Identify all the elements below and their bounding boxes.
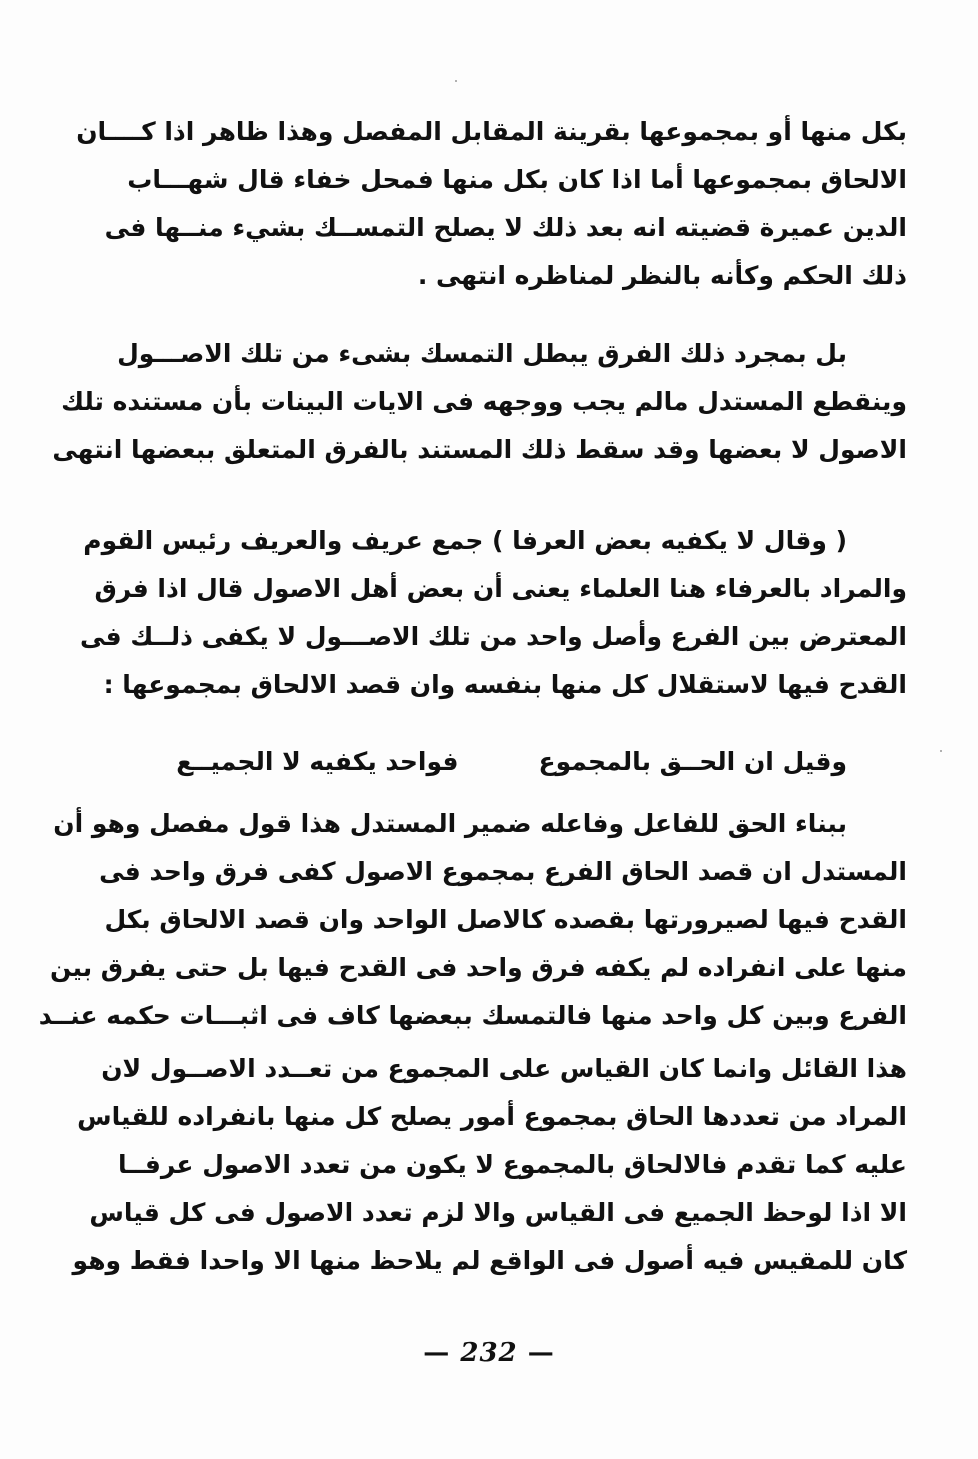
paragraph-3 <box>79 517 907 709</box>
scan-speck <box>940 750 942 752</box>
poem-verse <box>165 738 907 786</box>
text-line: المراد من تعددها الحاق بمجموع أمور يصلح كل منها بانفراده للقياس <box>77 1102 907 1131</box>
verse-second-hemistich: فواحد يكفيه لا الجميــع <box>176 747 459 776</box>
text-line: المستدل ان قصد الحاق الفرع بمجموع الاصول كفى فرق واحد فى <box>99 857 907 886</box>
page-number-dash-left: — <box>423 1338 461 1368</box>
text-line: الاصول لا بعضها وقد سقط ذلك المستند بالفرق المتعلق ببعضها انتهى <box>52 435 907 464</box>
text-line: الالحاق بمجموعها أما اذا كان بكل منها فمحل خفاء قال شهـــاب <box>127 165 907 194</box>
text-line: الا اذا لوحظ الجميع فى القياس والا لزم تعدد الاصول فى كل قياس <box>89 1198 907 1227</box>
text-line: القدح فيها لصيرورتها بقصده كالاصل الواحد وان قصد الالحاق بكل <box>104 905 907 934</box>
paragraph-5 <box>72 1045 907 1285</box>
text-line: منها على انفراده لم يكفه فرق واحد فى القدح فيها بل حتى يفرق بين <box>50 953 907 982</box>
scan-speck <box>455 80 457 82</box>
paragraph-2 <box>52 330 907 474</box>
text-line: ببناء الحق للفاعل وفاعله ضمير المستدل هذا قول مفصل وهو أن <box>53 809 847 838</box>
text-line: الفرع وبين كل واحد منها فالتمسك ببعضها كاف فى اثبـــات حكمه عنــد <box>38 1001 907 1030</box>
text-line: عليه كما تقدم فالالحاق بالمجموع لا يكون من تعدد الاصول عرفــا <box>118 1150 907 1179</box>
text-line: المعترض بين الفرع وأصل واحد من تلك الاصـــول لا يكفى ذلــك فى <box>79 622 907 651</box>
text-line: القدح فيها لاستقلال كل منها بنفسه وان قصد الالحاق بمجموعها : <box>103 670 907 699</box>
text-line: ( وقال لا يكفيه بعض العرفا ) جمع عريف والعريف رئيس القوم <box>83 526 847 555</box>
text-line: والمراد بالعرفاء هنا العلماء يعنى أن بعض أهل الاصول قال اذا فرق <box>94 574 907 603</box>
verse-first-hemistich: وقيل ان الحــق بالمجموع <box>538 747 847 776</box>
page-number-value: 232 <box>460 1338 518 1368</box>
text-line: هذا القائل وانما كان القياس على المجموع من تعــدد الاصــول لان <box>101 1054 907 1083</box>
page-number <box>0 1338 978 1368</box>
paragraph-4 <box>38 800 907 1040</box>
text-line: ذلك الحكم وكأنه بالنظر لمناظره انتهى . <box>417 261 907 290</box>
page-number-dash-right: — <box>517 1338 555 1368</box>
text-line: الدين عميرة قضيته انه بعد ذلك لا يصلح التمســك بشيء منــها فى <box>104 213 907 242</box>
text-line: كان للمقيس فيه أصول فى الواقع لم يلاحظ منها الا واحدا فقط وهو <box>72 1246 907 1275</box>
text-line: بل بمجرد ذلك الفرق يبطل التمسك بشىء من تلك الاصـــول <box>117 339 847 368</box>
paragraph-1 <box>76 108 907 300</box>
text-line: وينقطع المستدل مالم يجب ووجهه فى الايات البينات بأن مستنده تلك <box>61 387 907 416</box>
text-line: بكل منها أو بمجموعها بقرينة المقابل المفصل وهذا ظاهر اذا كــــان <box>76 117 907 146</box>
